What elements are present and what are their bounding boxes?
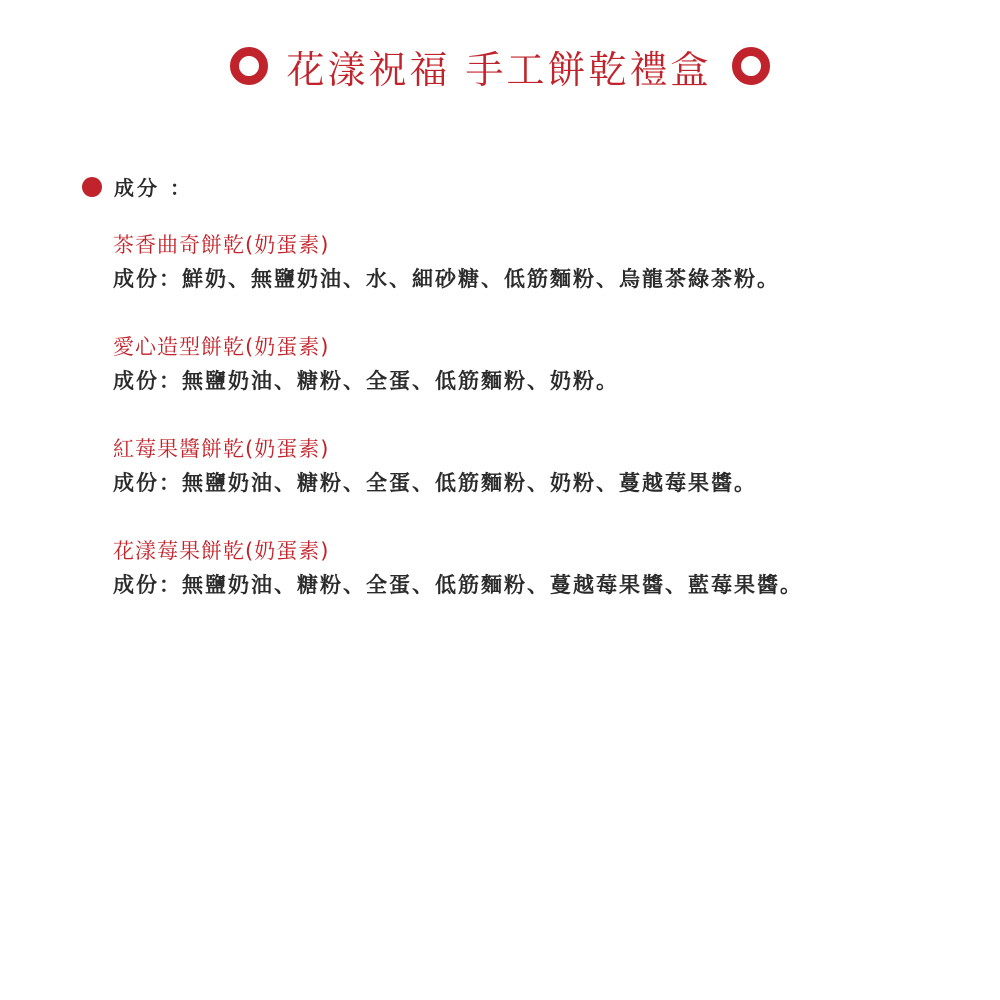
product-item [113,330,973,398]
product-item [113,432,973,500]
product-name: 茶香曲奇餅乾(奶蛋素) [113,233,330,257]
ingredients-section-header [82,172,193,201]
ring-icon [230,47,268,85]
page-title: 花漾祝福 手工餅乾禮盒 [286,47,712,92]
page-header [0,38,1000,94]
section-label: 成分 ： [114,176,193,200]
product-name: 花漾莓果餅乾(奶蛋素) [113,539,330,563]
ring-icon [732,47,770,85]
product-item [113,228,973,296]
bullet-dot-icon [82,177,102,197]
product-ingredients: 成份：無鹽奶油、糖粉、全蛋、低筋麵粉、奶粉。 [113,369,619,393]
product-ingredients: 成份：無鹽奶油、糖粉、全蛋、低筋麵粉、奶粉、蔓越莓果醬。 [113,471,757,495]
product-name: 紅莓果醬餅乾(奶蛋素) [113,437,330,461]
product-ingredients: 成份：鮮奶、無鹽奶油、水、細砂糖、低筋麵粉、烏龍茶綠茶粉。 [113,267,780,291]
product-ingredients: 成份：無鹽奶油、糖粉、全蛋、低筋麵粉、蔓越莓果醬、藍莓果醬。 [113,573,803,597]
product-item [113,534,973,602]
product-name: 愛心造型餅乾(奶蛋素) [113,335,330,359]
